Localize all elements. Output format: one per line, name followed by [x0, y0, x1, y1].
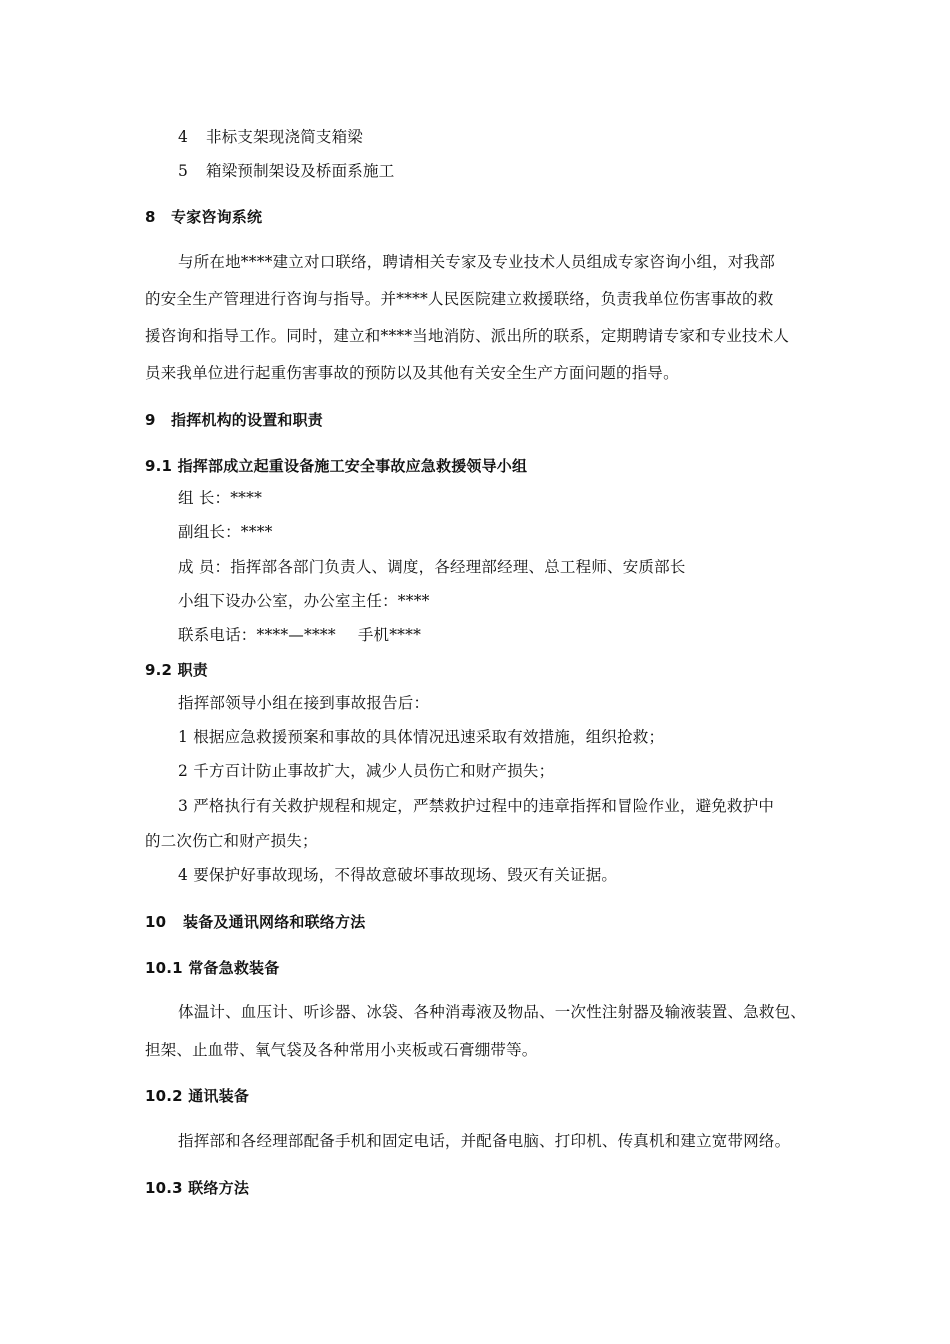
section-title: 指挥机构的设置和职责 [171, 411, 324, 429]
section-heading-10 [145, 912, 815, 932]
list-item-number: 5 [178, 162, 189, 180]
paragraph-line: 与所在地****建立对口联络，聘请相关专家及专业技术人员组成专家咨询小组，对我部 [178, 253, 776, 271]
paragraph-line: 援咨询和指导工作。同时，建立和****当地消防、派出所的联系，定期聘请专家和专业技术人 [145, 327, 790, 345]
subsection-heading-10-2: 10.2 通讯装备 [145, 1087, 250, 1105]
subsection-heading-10-1: 10.1 常备急救装备 [145, 959, 280, 977]
phone-line [178, 625, 815, 645]
list-item [178, 127, 815, 147]
subsection-heading-10-3: 10.3 联络方法 [145, 1179, 250, 1197]
list-item [178, 161, 815, 181]
paragraph-line: 体温计、血压计、听诊器、冰袋、各种消毒液及物品、一次性注射器及输液装置、急救包、 [178, 1003, 807, 1021]
section-heading-8 [145, 207, 815, 227]
section-number: 10 [145, 913, 167, 931]
section-title: 专家咨询系统 [171, 208, 263, 226]
section-title: 装备及通讯网络和联络方法 [183, 913, 366, 931]
list-item-number: 4 [178, 128, 189, 146]
paragraph-line: 指挥部和各经理部配备手机和固定电话，并配备电脑、打印机、传真机和建立宽带网络。 [178, 1132, 791, 1150]
leader-line: 组 长：**** [178, 489, 263, 507]
subsection-heading-9-2: 9.2 职责 [145, 661, 208, 679]
subsection-heading-9-1: 9.1 指挥部成立起重设备施工安全事故应急救援领导小组 [145, 457, 528, 475]
paragraph-line: 员来我单位进行起重伤害事故的预防以及其他有关安全生产方面问题的指导。 [145, 364, 679, 382]
mobile-label: 手机**** [357, 626, 422, 644]
phone-label: 联系电话：****—**** [178, 626, 336, 644]
members-line: 成 员：指挥部各部门负责人、调度，各经理部经理、总工程师、安质部长 [178, 558, 686, 576]
list-item-text: 箱梁预制架设及桥面系施工 [206, 162, 395, 180]
duty-item: 1 根据应急救援预案和事故的具体情况迅速采取有效措施，组织抢救； [178, 728, 665, 746]
duty-intro: 指挥部领导小组在接到事故报告后： [178, 694, 430, 712]
deputy-line: 副组长：**** [178, 523, 273, 541]
section-heading-9 [145, 410, 815, 430]
duty-item: 3 严格执行有关救护规程和规定，严禁救护过程中的违章指挥和冒险作业，避免救护中 [178, 797, 775, 815]
paragraph-line: 担架、止血带、氧气袋及各种常用小夹板或石膏绷带等。 [145, 1041, 538, 1059]
list-item-text: 非标支架现浇简支箱梁 [206, 128, 364, 146]
office-line: 小组下设办公室，办公室主任：**** [178, 592, 430, 610]
paragraph-line: 的安全生产管理进行咨询与指导。并****人民医院建立救援联络，负责我单位伤害事故的救 [145, 290, 774, 308]
section-number: 9 [145, 411, 156, 429]
duty-item: 2 千方百计防止事故扩大，减少人员伤亡和财产损失； [178, 762, 555, 780]
section-number: 8 [145, 208, 156, 226]
duty-item-continuation: 的二次伤亡和财产损失； [145, 832, 318, 850]
duty-item: 4 要保护好事故现场，不得故意破坏事故现场、毁灭有关证据。 [178, 866, 618, 884]
